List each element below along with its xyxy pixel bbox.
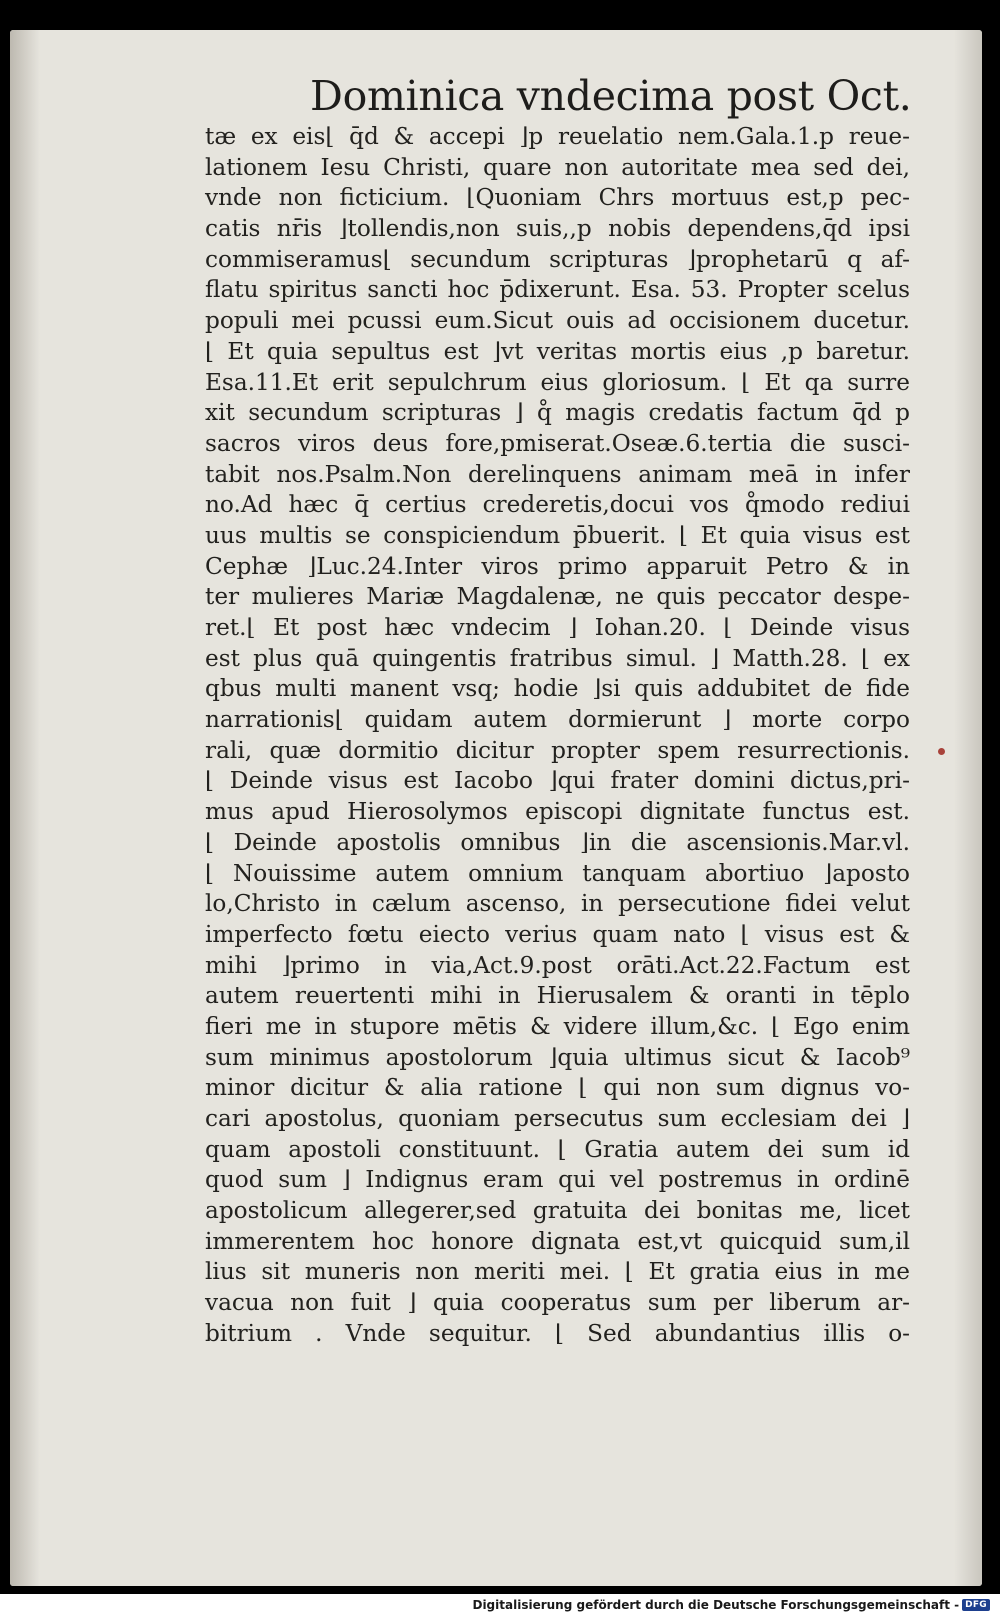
text-line: Cephæ ⌋Luc.24.Inter viros primo apparuit Petro & in — [205, 552, 910, 580]
text-line: commiseramus⌊ secundum scripturas ⌋prophetarū q af- — [205, 245, 910, 273]
text-line: mihi ⌋primo in via,Act.9.post orāti.Act.22.Factum est — [205, 951, 910, 979]
body-text — [205, 122, 910, 1350]
text-line: imperfecto fœtu eiecto verius quam nato ⌊ visus est & — [205, 920, 910, 948]
text-line: uus multis se conspiciendum p̄buerit. ⌊ Et quia visus est — [205, 521, 910, 549]
text-line: ret.⌊ Et post hæc vndecim ⌋ Iohan.20. ⌊ Deinde visus — [205, 614, 910, 641]
text-line: catis nr̄is ⌋tollendis,non suis,,p nobis dependens,q̄d ipsi — [205, 215, 910, 243]
red-speck — [938, 748, 945, 755]
text-line: lius sit muneris non meriti mei. ⌊ Et gratia eius in me — [205, 1258, 910, 1286]
text-line: bitrium . Vnde sequitur. ⌊ Sed abundantius illis o- — [205, 1319, 910, 1347]
text-line: lationem Iesu Christi, quare non autoritate mea sed dei, — [205, 153, 910, 181]
text-line: sum minimus apostolorum ⌋quia ultimus sicut & Iacob⁹ — [205, 1043, 910, 1071]
text-line: quam apostoli constituunt. ⌊ Gratia autem dei sum id — [205, 1135, 910, 1163]
footer-credit-text: Digitalisierung gefördert durch die Deutsche Forschungsgemeinschaft - — [472, 1598, 960, 1612]
text-line: ⌊ Deinde apostolis omnibus ⌋in die ascensionis.Mar.vl. — [205, 828, 910, 856]
text-line: fieri me in stupore mētis & videre illum,&c. ⌊ Ego enim — [205, 1012, 910, 1040]
text-line: populi mei pcussi eum.Sicut ouis ad occisionem ducetur. — [205, 307, 910, 335]
text-line: vnde non ficticium. ⌊Quoniam Chrs mortuus est,p pec- — [205, 184, 910, 212]
text-line: est plus quā quingentis fratribus simul. ⌋ Matth.28. ⌊ ex — [205, 644, 910, 672]
text-line: rali, quæ dormitio dicitur propter spem resurrectionis. — [205, 736, 910, 764]
text-line: Esa.11.Et erit sepulchrum eius gloriosum. ⌊ Et qa surre — [205, 368, 910, 396]
text-line: no.Ad hæc q̄ certius crederetis,docui vos q̊modo rediui — [205, 491, 910, 519]
text-line: ⌊ Deinde visus est Iacobo ⌋qui frater domini dictus,pri- — [205, 767, 910, 795]
text-line: xit secundum scripturas ⌋ q̊ magis credatis factum q̄d p — [205, 399, 910, 427]
text-line: ⌊ Et quia sepultus est ⌋vt veritas mortis eius ,p baretur. — [205, 337, 910, 365]
text-line: lo,Christo in cælum ascenso, in persecutione fidei velut — [205, 890, 910, 918]
text-line: minor dicitur & alia ratione ⌊ qui non sum dignus vo- — [205, 1074, 910, 1102]
dfg-logo: DFG — [962, 1599, 990, 1611]
text-line: tabit nos.Psalm.Non derelinquens animam meā in infer — [205, 460, 910, 488]
text-line: ter mulieres Mariæ Magdalenæ, ne quis peccator despe- — [205, 583, 910, 611]
book-page — [10, 30, 982, 1586]
text-line: vacua non fuit ⌋ quia cooperatus sum per liberum ar- — [205, 1289, 910, 1317]
text-line: immerentem hoc honore dignata est,vt quicquid sum,il — [205, 1227, 910, 1255]
text-line: quod sum ⌋ Indignus eram qui vel postremus in ordinē — [205, 1166, 910, 1194]
text-line: apostolicum allegerer,sed gratuita dei bonitas me, licet — [205, 1197, 910, 1225]
text-line: sacros viros deus fore,pmiserat.Oseæ.6.tertia die susci- — [205, 429, 910, 457]
text-line: narrationis⌊ quidam autem dormierunt ⌋ morte corpo — [205, 706, 910, 734]
text-line: cari apostolus, quoniam persecutus sum ecclesiam dei ⌋ — [205, 1105, 910, 1132]
text-line: ⌊ Nouissime autem omnium tanquam abortiuo ⌋aposto — [205, 859, 910, 887]
text-line: qbus multi manent vsq; hodie ⌋si quis addubitet de fide — [205, 675, 910, 703]
digitization-credit — [472, 1598, 990, 1612]
text-line: mus apud Hierosolymos episcopi dignitate functus est. — [205, 798, 910, 826]
running-header: Dominica vndecima post Oct. — [310, 72, 912, 120]
text-line: tæ ex eis⌊ q̄d & accepi ⌋p reuelatio nem.Gala.1.p reue- — [205, 123, 910, 150]
text-line: flatu spiritus sancti hoc p̄dixerunt. Esa. 53. Propter scelus — [205, 276, 910, 304]
text-line: autem reuertenti mihi in Hierusalem & oranti in tēplo — [205, 982, 910, 1010]
